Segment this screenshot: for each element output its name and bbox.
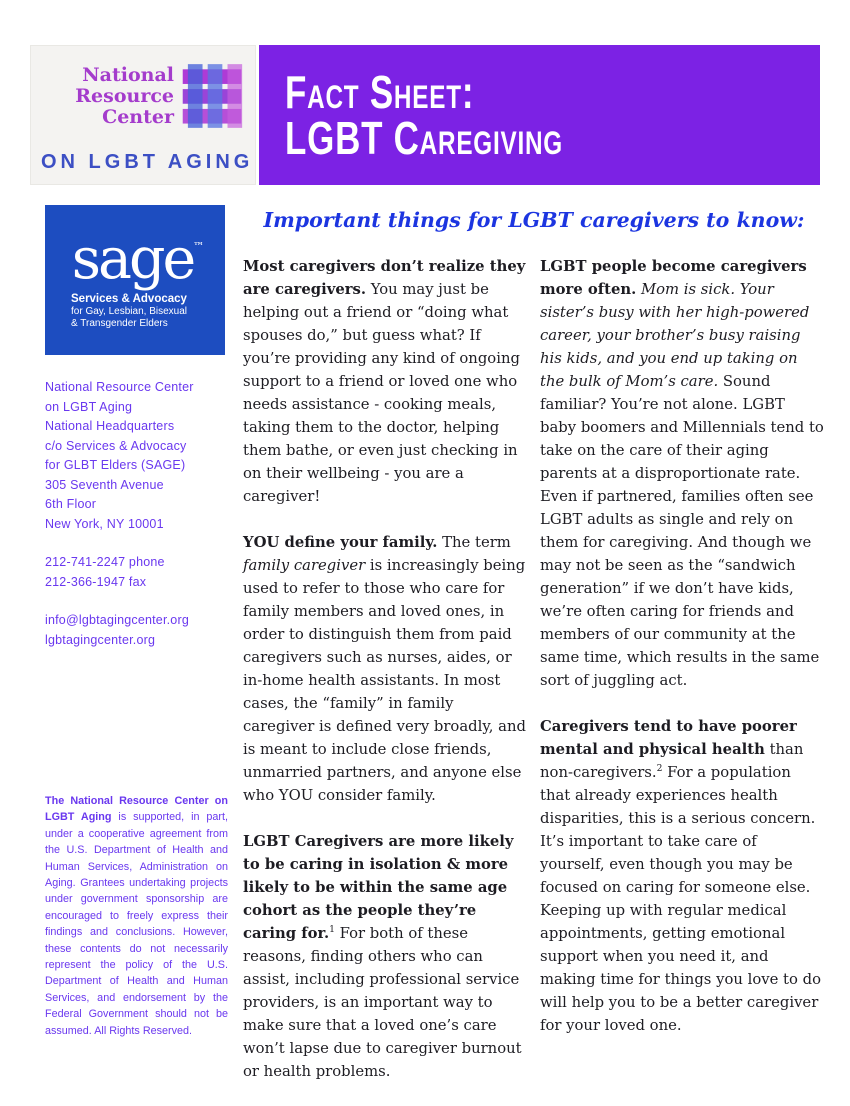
- phone-numbers: [45, 553, 230, 592]
- sage-wordmark: [71, 219, 215, 292]
- trademark-symbol: ™: [193, 240, 205, 253]
- paragraph: [540, 715, 825, 1037]
- funding-disclaimer-bold: The National Resource Center on LGBT Aging: [45, 795, 228, 824]
- text-line: Resource: [75, 85, 174, 107]
- text-line: National Headquarters: [45, 419, 175, 433]
- sage-wordmark-text: sage: [71, 226, 194, 292]
- text-segment: Caregivers tend to have poorer mental and physical health: [540, 718, 797, 758]
- footnote-marker: 1: [329, 924, 335, 936]
- banner-title-line2: LGBT Caregiving: [285, 112, 563, 164]
- text-line: for Gay, Lesbian, Bisexual: [71, 306, 187, 317]
- mailing-address: [45, 378, 230, 534]
- text-line: info@lgbtagingcenter.org: [45, 613, 189, 627]
- text-line: on LGBT Aging: [45, 399, 133, 414]
- text-line: & Transgender Elders: [71, 318, 168, 329]
- paragraph: [243, 531, 528, 807]
- text-segment: is increasingly being used to refer to those who care for family members and loved ones, in order to distinguish them from paid caregivers such as nurses, aides, or in-home health assistants. In most cases, the “family” in family caregiver is defined very broadly, and is meant to include close friends, unmarried partners, and anyone else who YOU consider family.: [243, 557, 526, 804]
- nrc-logo-row: [41, 59, 243, 145]
- paragraph: [243, 255, 528, 508]
- text-line: 212-366-1947 fax: [45, 574, 147, 589]
- text-segment: LGBT Caregivers are more likely to be caring in isolation & more likely to be within the same age cohort as the people they’re caring for.: [243, 833, 514, 942]
- text-segment: For a population that already experiences health disparities, this is a serious concern. It’s important to take care of yourself, even though you may be focused on caring for someone else. Keeping up with regular medical appointments, getting emotional support when you need it, and making time for things you love to do will help you to be a better caregiver for your loved one.: [540, 764, 821, 1034]
- paragraph: [243, 830, 528, 1083]
- page-title: Important things for LGBT caregivers to know:: [263, 208, 805, 232]
- text-line: c/o Services & Advocacy: [45, 438, 187, 453]
- text-segment: Most caregivers don’t realize they are caregivers.: [243, 258, 526, 298]
- text-segment: You may just be helping out a friend or “doing what spouses do,” but guess what? If you’re providing any kind of ongoing support to a friend or loved one who needs assistance - cooking meals, taking them to the doctor, helping them bathe, or even just checking in on their wellbeing - you are a caregiver!: [243, 281, 520, 505]
- nrc-logo-tagline: ON LGBT AGING: [41, 151, 254, 173]
- web-contacts: [45, 611, 230, 650]
- text-segment: The term: [437, 534, 511, 551]
- nrc-logo: [30, 45, 256, 185]
- text-segment: Mom is sick. Your sister’s busy with her high-powered career, your brother’s busy raising his kids, and you end up taking on the bulk of Mom’s care.: [540, 281, 810, 390]
- sage-subtitle-line: Services & Advocacy: [71, 293, 187, 305]
- paragraph: [540, 255, 825, 692]
- text-line: National Resource Center: [45, 380, 194, 394]
- banner-title-line1: Fact Sheet:: [285, 66, 475, 118]
- text-line: Center: [102, 106, 174, 128]
- main-content: [243, 207, 825, 1106]
- text-line: lgbtagingcenter.org: [45, 632, 156, 647]
- text-columns: [243, 255, 825, 1106]
- column-left: [243, 255, 528, 1106]
- page-header: [30, 45, 820, 185]
- text-line: New York, NY 10001: [45, 516, 164, 531]
- footnote-marker: 2: [656, 763, 663, 775]
- text-line: 305 Seventh Avenue: [45, 477, 164, 492]
- nrc-logo-name: [75, 59, 174, 128]
- sidebar-contact: [45, 378, 230, 669]
- text-segment: For both of these reasons, finding others who can assist, including professional service providers, is an important way to make sure that a loved one’s care won’t lapse due to caregiver burnout or health problems.: [243, 925, 522, 1080]
- text-line: National: [82, 64, 174, 86]
- text-segment: Sound familiar? You’re not alone. LGBT baby boomers and Millennials tend to take on the care of their aging parents at a disproportionate rate. Even if partnered, families often see LGBT adults as single and rely on them for caregiving. And though we may not be seen as the “sandwich generation” if we don’t have kids, we’re often caring for friends and members of our community at the same time, which results in the same sort of juggling act.: [540, 373, 824, 689]
- funding-disclaimer: [45, 793, 228, 1039]
- text-line: 6th Floor: [45, 497, 97, 511]
- sage-logo: [45, 205, 225, 355]
- text-segment: LGBT people become caregivers more often.: [540, 258, 807, 298]
- title-banner: [259, 45, 820, 185]
- text-line: 212-741-2247 phone: [45, 555, 165, 569]
- text-segment: YOU define your family.: [243, 534, 438, 551]
- plaid-weave-icon: [181, 61, 243, 131]
- funding-disclaimer-text: is supported, in part, under a cooperative agreement from the U.S. Department of Health and Human Services, Administration on Aging. Grantees undertaking projects under government sponsorship are encouraged to freely express their findings and conclusions. However, these contents do not necessarily represent the policy of the U.S. Department of Health and Human Services, and endorsement by the Federal Government should not be assumed. All Rights Reserved.: [45, 811, 229, 1037]
- sage-subtitle: [71, 293, 215, 330]
- text-segment: family caregiver: [243, 557, 366, 574]
- text-segment: than non-caregivers.: [540, 741, 804, 781]
- text-line: for GLBT Elders (SAGE): [45, 458, 186, 472]
- column-right: [540, 255, 825, 1106]
- sage-subtitle-lines: [71, 306, 215, 330]
